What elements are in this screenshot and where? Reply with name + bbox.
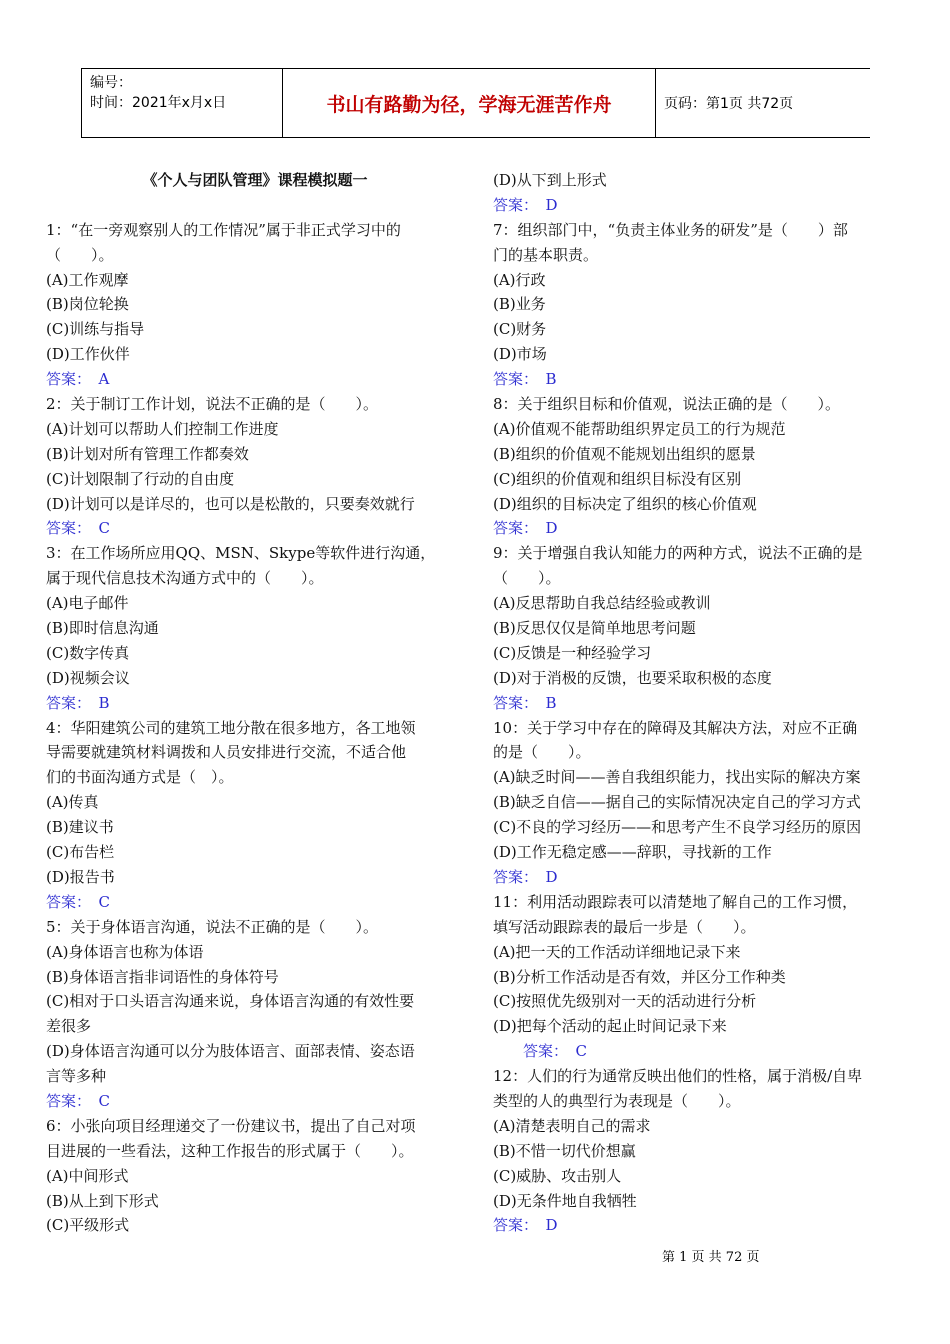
question-line: (A)工作观摩 <box>46 270 129 289</box>
answer-line: 答案： D <box>493 195 558 214</box>
question-line: 2：关于制订工作计划，说法不正确的是（ ）。 <box>46 395 379 414</box>
question-line: (D)从下到上形式 <box>493 171 607 189</box>
answer-line: 答案： D <box>493 867 558 886</box>
question-line: 的是（ ）。 <box>493 743 591 762</box>
question-line: (A)反思帮助自我总结经验或教训 <box>493 594 711 613</box>
question-line: (D)身体语言沟通可以分为肢体语言、面部表情、姿态语 <box>46 1042 415 1061</box>
page-footer: 第 1 页 共 72 页 <box>662 1250 760 1265</box>
number-label: 编号： <box>90 75 132 91</box>
title-spacer <box>46 193 464 218</box>
question-line: (A)计划可以帮助人们控制工作进度 <box>46 419 279 438</box>
question-line: (C)按照优先级别对一天的活动进行分析 <box>493 992 757 1011</box>
question-line: (D)工作伙伴 <box>46 345 130 364</box>
question-line: 12：人们的行为通常反映出他们的性格，属于消极/自卑 <box>493 1067 863 1086</box>
document-title: 《个人与团队管理》课程模拟题一 <box>142 171 368 189</box>
question-line: 6：小张向项目经理递交了一份建议书，提出了自己对项 <box>46 1116 416 1135</box>
question-line: (D)对于消极的反馈，也要采取积极的态度 <box>493 668 772 687</box>
question-line: 10：关于学习中存在的障碍及其解决方法，对应不正确 <box>493 718 858 737</box>
question-line: (C)计划限制了行动的自由度 <box>46 469 235 488</box>
question-line: 们的书面沟通方式是（ ）。 <box>46 768 234 787</box>
header-divider <box>81 69 82 137</box>
question-line: (B)组织的价值观不能规划出组织的愿景 <box>493 444 756 463</box>
question-line: (A)价值观不能帮助组织界定员工的行为规范 <box>493 419 786 438</box>
question-line: 言等多种 <box>46 1067 107 1086</box>
question-line: (D)视频会议 <box>46 668 130 687</box>
answer-line: 答案： A <box>46 370 110 389</box>
question-line: (B)身体语言指非词语性的身体符号 <box>46 967 279 986</box>
question-line: (C)数字传真 <box>46 643 130 662</box>
answer-line: 答案： B <box>493 370 557 389</box>
time-label: 时间：2021年x月x日 <box>90 95 227 111</box>
question-line: 3：在工作场所应用QQ、MSN、Skype等软件进行沟通， <box>46 544 436 563</box>
header-page-label: 页码：第1页 共72页 <box>664 96 794 112</box>
question-line: (B)反思仅仅是简单地思考问题 <box>493 619 696 638</box>
answer-line: 答案： B <box>46 693 110 712</box>
question-line: 8：关于组织目标和价值观，说法正确的是（ ）。 <box>493 395 841 414</box>
question-line: 导需要就建筑材料调拨和人员安排进行交流，不适合他 <box>46 743 407 762</box>
question-line: (C)相对于口头语言沟通来说，身体语言沟通的有效性要 <box>46 992 415 1011</box>
left-column <box>46 168 464 1238</box>
answer-line: 答案： C <box>493 1042 587 1061</box>
answer-line: 答案： B <box>493 693 557 712</box>
question-line: 填写活动跟踪表的最后一步是（ ）。 <box>493 917 756 936</box>
question-line: 7：组织部门中，“负责主体业务的研发”是（ ）部 <box>493 220 848 239</box>
header-info <box>90 73 226 113</box>
question-line: (B)即时信息沟通 <box>46 619 159 638</box>
header-slogan: 书山有路勤为径，学海无涯苦作舟 <box>326 93 612 116</box>
page-header <box>81 68 870 138</box>
question-line: (A)身体语言也称为体语 <box>46 942 204 961</box>
question-line: (C)财务 <box>493 320 547 339</box>
header-divider <box>655 69 656 137</box>
question-line: (D)计划可以是详尽的，也可以是松散的，只要奏效就行 <box>46 494 415 513</box>
answer-line: 答案： C <box>46 519 110 538</box>
question-line: (A)缺乏时间——善自我组织能力，找出实际的解决方案 <box>493 768 861 787</box>
question-line: 差很多 <box>46 1017 92 1036</box>
question-line: (A)行政 <box>493 270 546 289</box>
question-line: 目进展的一些看法，这种工作报告的形式属于（ ）。 <box>46 1141 414 1160</box>
question-line: 9：关于增强自我认知能力的两种方式，说法不正确的是 <box>493 544 863 563</box>
question-line: 4：华阳建筑公司的建筑工地分散在很多地方，各工地领 <box>46 718 416 737</box>
question-line: (C)平级形式 <box>46 1216 130 1235</box>
question-line: (C)布告栏 <box>46 843 115 862</box>
question-line: (D)报告书 <box>46 867 115 886</box>
question-line: (D)市场 <box>493 345 547 364</box>
question-line: (B)计划对所有管理工作都奏效 <box>46 444 249 463</box>
question-line: (C)反馈是一种经验学习 <box>493 643 652 662</box>
question-line: (D)工作无稳定感——辞职，寻找新的工作 <box>493 843 772 862</box>
question-line: (A)把一天的工作活动详细地记录下来 <box>493 942 741 961</box>
question-line: (C)组织的价值观和组织目标没有区别 <box>493 469 742 488</box>
question-line: (A)传真 <box>46 793 99 812</box>
answer-line: 答案： C <box>46 892 110 911</box>
question-line: (B)缺乏自信——据自己的实际情况决定自己的学习方式 <box>493 793 861 812</box>
question-line: (A)电子邮件 <box>46 594 129 613</box>
right-column <box>493 168 911 1238</box>
question-line: (C)威胁、攻击别人 <box>493 1166 622 1185</box>
question-line: (B)不惜一切代价想赢 <box>493 1141 636 1160</box>
question-line: (C)不良的学习经历——和思考产生不良学习经历的原因 <box>493 818 862 837</box>
question-line: 11：利用活动跟踪表可以清楚地了解自己的工作习惯， <box>493 892 858 911</box>
question-line: (B)岗位轮换 <box>46 295 129 314</box>
question-line: (B)从上到下形式 <box>46 1191 159 1210</box>
question-line: (B)业务 <box>493 295 546 314</box>
question-line: (B)建议书 <box>46 818 114 837</box>
question-line: 类型的人的典型行为表现是（ ）。 <box>493 1091 741 1110</box>
question-line: (A)清楚表明自己的需求 <box>493 1116 651 1135</box>
question-line: (D)无条件地自我牺牲 <box>493 1191 637 1210</box>
question-line: 5：关于身体语言沟通，说法不正确的是（ ）。 <box>46 917 379 936</box>
question-line: 属于现代信息技术沟通方式中的（ ）。 <box>46 569 324 588</box>
answer-line: 答案： C <box>46 1091 110 1110</box>
question-line: 1：“在一旁观察别人的工作情况”属于非正式学习中的 <box>46 220 401 239</box>
question-line: （ ）。 <box>493 569 561 588</box>
answer-line: 答案： D <box>493 519 558 538</box>
question-line: (A)中间形式 <box>46 1166 129 1185</box>
question-line: (B)分析工作活动是否有效，并区分工作种类 <box>493 967 786 986</box>
answer-line: 答案： D <box>493 1216 558 1235</box>
question-line: （ ）。 <box>46 245 114 264</box>
question-line: 门的基本职责。 <box>493 245 599 264</box>
question-line: (C)训练与指导 <box>46 320 145 339</box>
question-line: (D)把每个活动的起止时间记录下来 <box>493 1017 727 1036</box>
question-line: (D)组织的目标决定了组织的核心价值观 <box>493 494 757 513</box>
